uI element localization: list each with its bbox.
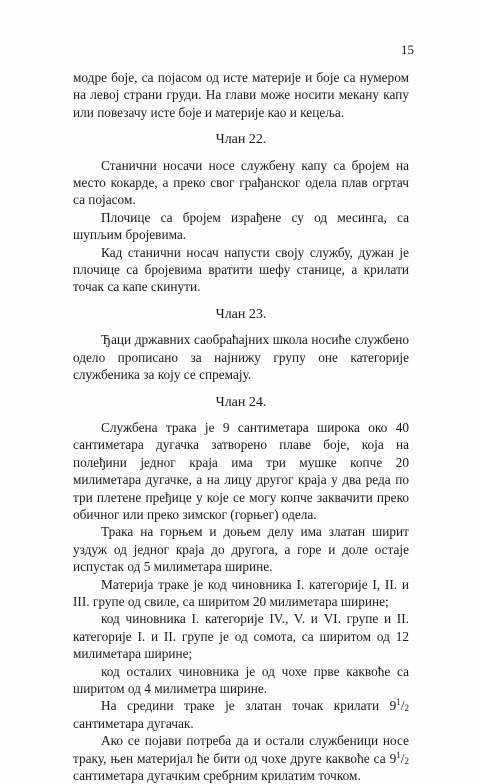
- closing-p1-tail: сантиметара дугачак.: [73, 715, 194, 731]
- closing-p2-text: Ако се појави потреба да и остали службеници носе траку, њен материјал ће бити од чохе друге каквоће са 9: [73, 733, 409, 766]
- fraction-denominator: 2: [404, 703, 409, 714]
- article-24-paragraph-4: код чиновника I. категорије IV., V. и VI. групе и II. категорије I. и II. групе је од сомота, са ширитом од 12 милиметара ширине;: [73, 611, 409, 662]
- article-23-paragraph-1: Ђаци државних саобраћајних школа носиће службено одело прописано за најнижу групу оне категорије службеника за коју се спремају.: [73, 332, 409, 383]
- article-24-paragraph-2: Трака на горњем и доњем делу има златан ширит уздуж од једног краја до другога, а горе и доле остаје испустак од 5 милиметара ширине.: [73, 524, 409, 575]
- article-heading-24: Члан 24.: [215, 394, 267, 410]
- article-22-paragraph-2: Плочице са бројем израђене су од месинга, са шупљим бројевима.: [73, 209, 409, 243]
- article-24-paragraph-5: код осталих чиновника је од чохе прве каквоће са ширитом од 4 милиметра ширине.: [73, 663, 409, 696]
- closing-p1-text: На средини траке је златан точак крилати 9: [101, 698, 397, 714]
- fraction-numerator: 1: [396, 697, 401, 708]
- page-content: [73, 69, 409, 784]
- fraction-denominator: 2: [404, 755, 409, 766]
- closing-paragraph-1: На средини траке је златан точак крилати $9^1/_2$ сантиметара дугачак.: [73, 697, 409, 731]
- article-24-paragraph-1: Службена трака је 9 сантиметара широка око 40 сантиметара дугачка затворено плаве боје, која на полеђини једног краја има три мушке копче 20 милиметара дугачке, а на лицу другог краја у два реда по три плетене пређице у које се могу копче заквачити преко обичног или преко зимског (горњег) одела.: [73, 419, 409, 522]
- article-22-paragraph-3: Кад станични носач напусти своју службу, дужан је плочице са бројевима вратити шефу станице, а крилати точак са капе скинути.: [73, 244, 409, 295]
- article-22-paragraph-1: Станични носачи носе службену капу са бројем на место кокарде, а преко свог грађанског одела плав огртач са појасом.: [73, 157, 409, 208]
- closing-p2-tail: сантиметара дугачким сребрним крилатим точком.: [73, 768, 361, 784]
- article-heading-22: Члан 22.: [215, 132, 267, 148]
- closing-paragraph-2: Ако се појави потреба да и остали службеници носе траку, њен материјал ће бити од чохе друге каквоће са $9^1/_2$ сантиметара дугачким сребрним крилатим точком.: [73, 733, 409, 784]
- article-heading-23: Члан 23.: [215, 306, 267, 322]
- article-24-paragraph-3: Материја траке је код чиновника I. категорије I, II. и III. групе од свиле, са ширитом 20 милиметара ширине;: [73, 576, 409, 609]
- fraction-numerator: 1: [396, 749, 401, 760]
- page-number: 15: [401, 42, 414, 57]
- opening-paragraph: модре боје, са појасом од исте материје и боје са нумером на левој страни груди. На глави може носити мекану капу или повезачу исте боје и материје као и кецеља.: [73, 70, 409, 120]
